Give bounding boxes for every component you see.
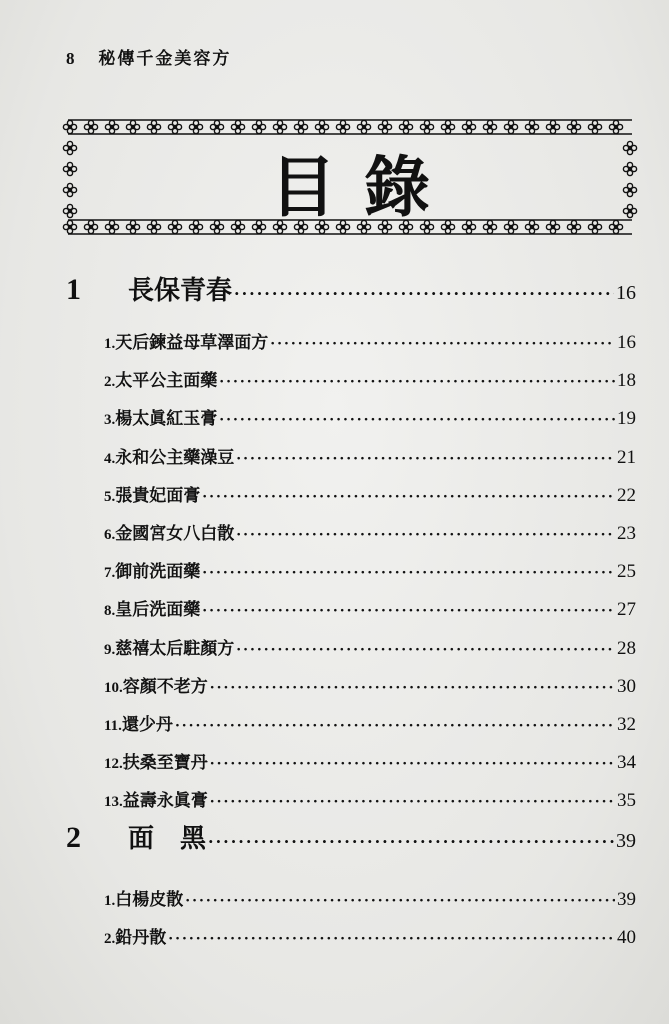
entry-title: 慈禧太后駐顏方 (115, 638, 235, 659)
ornament-motif (147, 120, 160, 133)
entry-title: 太平公主面藥 (115, 371, 218, 392)
toc-entry (104, 366, 636, 392)
chapter-title: 長保青春 (128, 276, 233, 306)
ornament-motif (441, 120, 454, 133)
ornament-motif (336, 120, 349, 133)
entry-page-number: 22 (617, 484, 636, 506)
entry-label (104, 481, 200, 506)
ornament-motif (84, 120, 97, 133)
entry-index: 7. (104, 565, 116, 582)
entry-label (104, 443, 234, 468)
ornament-motif (231, 120, 244, 133)
entry-label (104, 328, 268, 353)
entry-index: 10. (104, 679, 123, 696)
ornament-motif (63, 120, 76, 133)
header-book-title: 秘傳千金美容方 (98, 49, 232, 69)
ornament-motif (588, 120, 601, 133)
entry-index: 1. (104, 336, 116, 352)
chapter-label (66, 818, 206, 855)
ornament-motif (294, 120, 307, 133)
entry-index: 3. (104, 412, 116, 429)
ornament-motif (315, 120, 328, 133)
entry-page-number: 18 (617, 370, 636, 392)
toc-entry (104, 672, 636, 698)
entry-index: 9. (104, 641, 116, 658)
header-page-number: 8 (66, 49, 77, 68)
entry-label (104, 366, 217, 391)
ornament-motif (189, 120, 202, 133)
running-header (66, 44, 231, 69)
entry-title: 益壽永眞膏 (122, 791, 208, 812)
entry-title: 扶桑至寶丹 (122, 753, 208, 774)
toc-entry (104, 923, 636, 949)
entry-page-number: 32 (617, 714, 636, 735)
ornament-motif (273, 120, 286, 133)
dot-leader (270, 336, 615, 352)
entry-page-number: 19 (617, 408, 636, 430)
chapter-number: 2 (66, 821, 81, 854)
entry-index: 2. (104, 374, 116, 391)
entry-title: 皇后洗面藥 (115, 600, 201, 621)
entry-page-number: 16 (617, 332, 636, 353)
dot-leader (219, 374, 615, 390)
entry-title: 永和公主藥澡豆 (115, 447, 235, 468)
entry-title: 鉛丹散 (115, 928, 167, 949)
dot-leader (208, 832, 614, 851)
chapter-number: 1 (66, 273, 81, 306)
entry-page-number: 30 (617, 675, 636, 697)
page-title: 目錄 (270, 148, 458, 226)
chapter-heading (66, 270, 636, 307)
entry-title: 還少丹 (121, 715, 173, 735)
ornament-motif (504, 120, 517, 133)
entry-label (104, 519, 234, 544)
toc-entry (104, 786, 636, 812)
chapter-page-number: 39 (616, 830, 636, 852)
ornament-motif (525, 120, 538, 133)
entry-page-number: 25 (617, 561, 636, 583)
dot-leader (175, 718, 615, 734)
entry-page-number: 40 (617, 927, 636, 949)
dot-leader (210, 680, 615, 696)
ornament-motif (168, 120, 181, 133)
chapter-heading (66, 818, 636, 855)
ornament-motif (210, 120, 223, 133)
dot-leader (202, 565, 615, 581)
ornament-motif (378, 120, 391, 133)
entry-index: 1. (104, 893, 116, 909)
toc-entry (104, 443, 636, 469)
entry-page-number: 34 (617, 752, 636, 774)
ornament-motif (462, 120, 475, 133)
toc-entry (104, 519, 636, 545)
chapter-label (66, 270, 232, 307)
ornament-motif (252, 120, 265, 133)
entry-index: 6. (104, 527, 116, 543)
toc-entry (104, 328, 636, 354)
entry-label (104, 404, 217, 429)
entry-label (104, 672, 208, 697)
toc-entry (104, 557, 636, 583)
entry-label (104, 557, 200, 582)
ornament-motif (567, 120, 580, 133)
dot-leader (202, 603, 615, 619)
entry-title: 白楊皮散 (115, 890, 184, 910)
entry-title: 御前洗面藥 (115, 562, 201, 583)
toc-entry (104, 748, 636, 774)
entry-title: 天后鍊益母草澤面方 (115, 333, 269, 353)
dot-leader (168, 931, 615, 947)
toc-entry (104, 710, 636, 736)
entry-index: 5. (104, 488, 116, 505)
entry-index: 13. (104, 794, 123, 811)
entry-title: 張貴妃面膏 (115, 485, 201, 506)
toc-entry (104, 885, 636, 911)
entry-page-number: 35 (617, 790, 636, 812)
entry-title: 楊太眞紅玉膏 (115, 409, 218, 430)
entry-label (104, 786, 208, 811)
entry-page-number: 27 (617, 599, 636, 621)
ornament-motif (420, 120, 433, 133)
ornament-motif (609, 120, 622, 133)
ornament-motif (546, 120, 559, 133)
entry-label (104, 923, 166, 948)
dot-leader (234, 284, 614, 303)
ornament-motif (483, 120, 496, 133)
entry-page-number: 28 (617, 637, 636, 659)
dot-leader (210, 756, 615, 772)
dot-leader (210, 794, 615, 810)
toc-entry (104, 595, 636, 621)
entry-page-number: 23 (617, 523, 636, 544)
dot-leader (185, 893, 615, 909)
chapter-page-number: 16 (616, 282, 636, 304)
entry-label (104, 710, 173, 735)
entry-title: 金國宮女八白散 (115, 524, 235, 544)
title-ornament-box (60, 112, 640, 242)
dot-leader (236, 642, 615, 658)
entry-title: 容顏不老方 (122, 676, 208, 697)
toc-entry (104, 481, 636, 507)
ornament-motif (105, 120, 118, 133)
entry-label (104, 634, 234, 659)
entry-index: 2. (104, 931, 116, 948)
ornament-motif (357, 120, 370, 133)
entry-index: 11. (104, 718, 122, 734)
dot-leader (219, 412, 615, 428)
entry-index: 4. (104, 450, 116, 467)
ornament-motif (399, 120, 412, 133)
ornament-motif (126, 120, 139, 133)
chapter-title: 面 黑 (128, 824, 207, 854)
entry-index: 8. (104, 603, 116, 620)
entry-label (104, 885, 183, 910)
dot-leader (236, 451, 615, 467)
toc-entry (104, 404, 636, 430)
entry-label (104, 748, 208, 773)
entry-page-number: 39 (617, 889, 636, 910)
dot-leader (202, 489, 615, 505)
dot-leader (236, 527, 615, 543)
toc-entry (104, 634, 636, 660)
entry-label (104, 595, 200, 620)
entry-page-number: 21 (617, 446, 636, 468)
entry-index: 12. (104, 756, 123, 773)
